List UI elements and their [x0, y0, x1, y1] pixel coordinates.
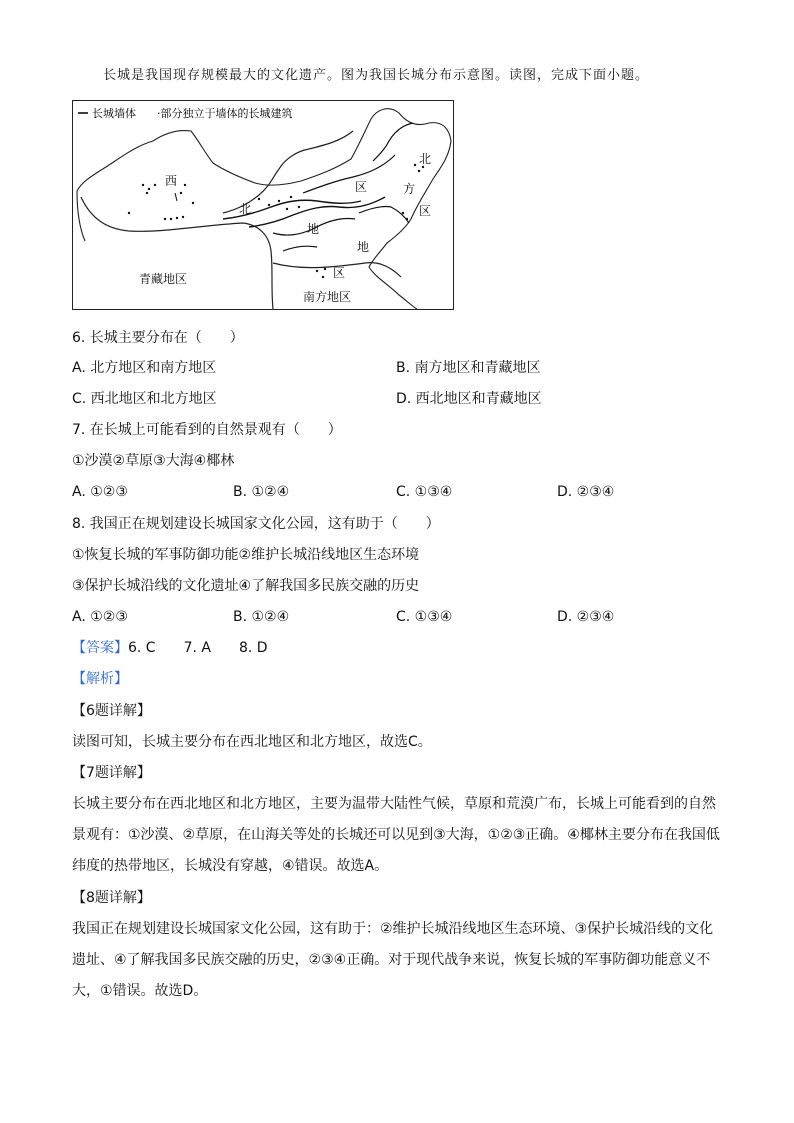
detail-7-body: 长城主要分布在西北地区和北方地区，主要为温带大陆性气候，草原和荒漠广布，长城上可能看到的自然景观有：①沙漠、②草原，在山海关等处的长城还可以见到③大海，①②③正确。④椰林主要分布在我国低纬度的热带地区，长城没有穿越，④错误。故选A。 — [72, 796, 720, 874]
great-wall-map — [72, 100, 454, 310]
map-label-qingzang: 青藏地区 — [139, 272, 188, 286]
detail-7-heading: 【7题详解】 — [72, 765, 151, 781]
q8-option-a[interactable]: A. ①②③ — [72, 609, 128, 625]
answer-text: 6. C 7. A 8. D — [128, 640, 268, 656]
q8-option-c[interactable]: C. ①③④ — [396, 609, 453, 625]
question-7-stem: 7. 在长城上可能看到的自然景观有（ ） — [72, 422, 342, 438]
question-8-items-2: ③保护长城沿线的文化遗址④了解我国多民族交融的历史 — [72, 578, 420, 594]
map-svg — [73, 101, 453, 309]
map-label-qu2: 区 — [419, 204, 432, 218]
map-label-bei2: 北 — [419, 152, 432, 166]
legend-wall-label: 长城墙体 — [92, 107, 136, 120]
map-label-xi: 西 — [165, 174, 178, 188]
legend-dot-label: ·部分独立于墙体的长城建筑 — [157, 107, 293, 120]
q7-option-a[interactable]: A. ①②③ — [72, 484, 128, 500]
map-label-qu1: 区 — [355, 180, 368, 194]
detail-8-body: 我国正在规划建设长城国家文化公园，这有助于：②维护长城沿线地区生态环境、③保护长城沿线的文化遗址、④了解我国多民族交融的历史，②③④正确。对于现代战争来说，恢复长城的军事防御功能意义不大，①错误。故选D。 — [72, 921, 714, 999]
wall-fragment — [175, 193, 177, 201]
great-wall-line-6 — [373, 123, 413, 161]
map-label-nanfang: 南方地区 — [303, 290, 352, 304]
question-6-stem: 6. 长城主要分布在（ ） — [72, 330, 244, 346]
q6-option-a[interactable]: A. 北方地区和南方地区 — [72, 360, 217, 376]
map-label-fang: 方 — [403, 182, 416, 196]
china-west-edge — [77, 191, 85, 241]
intro-text: 长城是我国现存规模最大的文化遗产。图为我国长城分布示意图。读图，完成下面小题。 — [103, 68, 650, 83]
q6-option-c[interactable]: C. 西北地区和北方地区 — [72, 391, 217, 407]
answer-label: 【答案】 — [72, 640, 128, 656]
detail-6-body: 读图可知，长城主要分布在西北地区和北方地区，故选C。 — [72, 734, 432, 750]
northwest-boundary — [223, 131, 353, 213]
question-7-items: ①沙漠②草原③大海④椰林 — [72, 453, 235, 469]
question-8-items-1: ①恢复长城的军事防御功能②维护长城沿线地区生态环境 — [72, 547, 420, 563]
map-label-qu3: 区 — [333, 266, 346, 280]
q6-option-b[interactable]: B. 南方地区和青藏地区 — [396, 360, 541, 376]
detail-8-heading: 【8题详解】 — [72, 890, 151, 906]
q8-option-b[interactable]: B. ①②④ — [233, 609, 290, 625]
answer-line — [72, 638, 268, 658]
map-label-di2: 地 — [357, 240, 370, 254]
map-label-bei1: 北 — [239, 202, 252, 216]
q8-option-d[interactable]: D. ②③④ — [557, 609, 615, 625]
q7-option-b[interactable]: B. ①②④ — [233, 484, 290, 500]
q7-option-c[interactable]: C. ①③④ — [396, 484, 453, 500]
map-label-di1: 地 — [307, 222, 320, 236]
q7-option-d[interactable]: D. ②③④ — [557, 484, 615, 500]
q6-option-d[interactable]: D. 西北地区和青藏地区 — [396, 391, 542, 407]
great-wall-line-5 — [359, 206, 409, 223]
great-wall-line-7 — [283, 246, 317, 251]
analysis-label: 【解析】 — [72, 671, 128, 687]
question-8-stem: 8. 我国正在规划建设长城国家文化公园，这有助于（ ） — [72, 516, 440, 532]
detail-6-heading: 【6题详解】 — [72, 703, 151, 719]
